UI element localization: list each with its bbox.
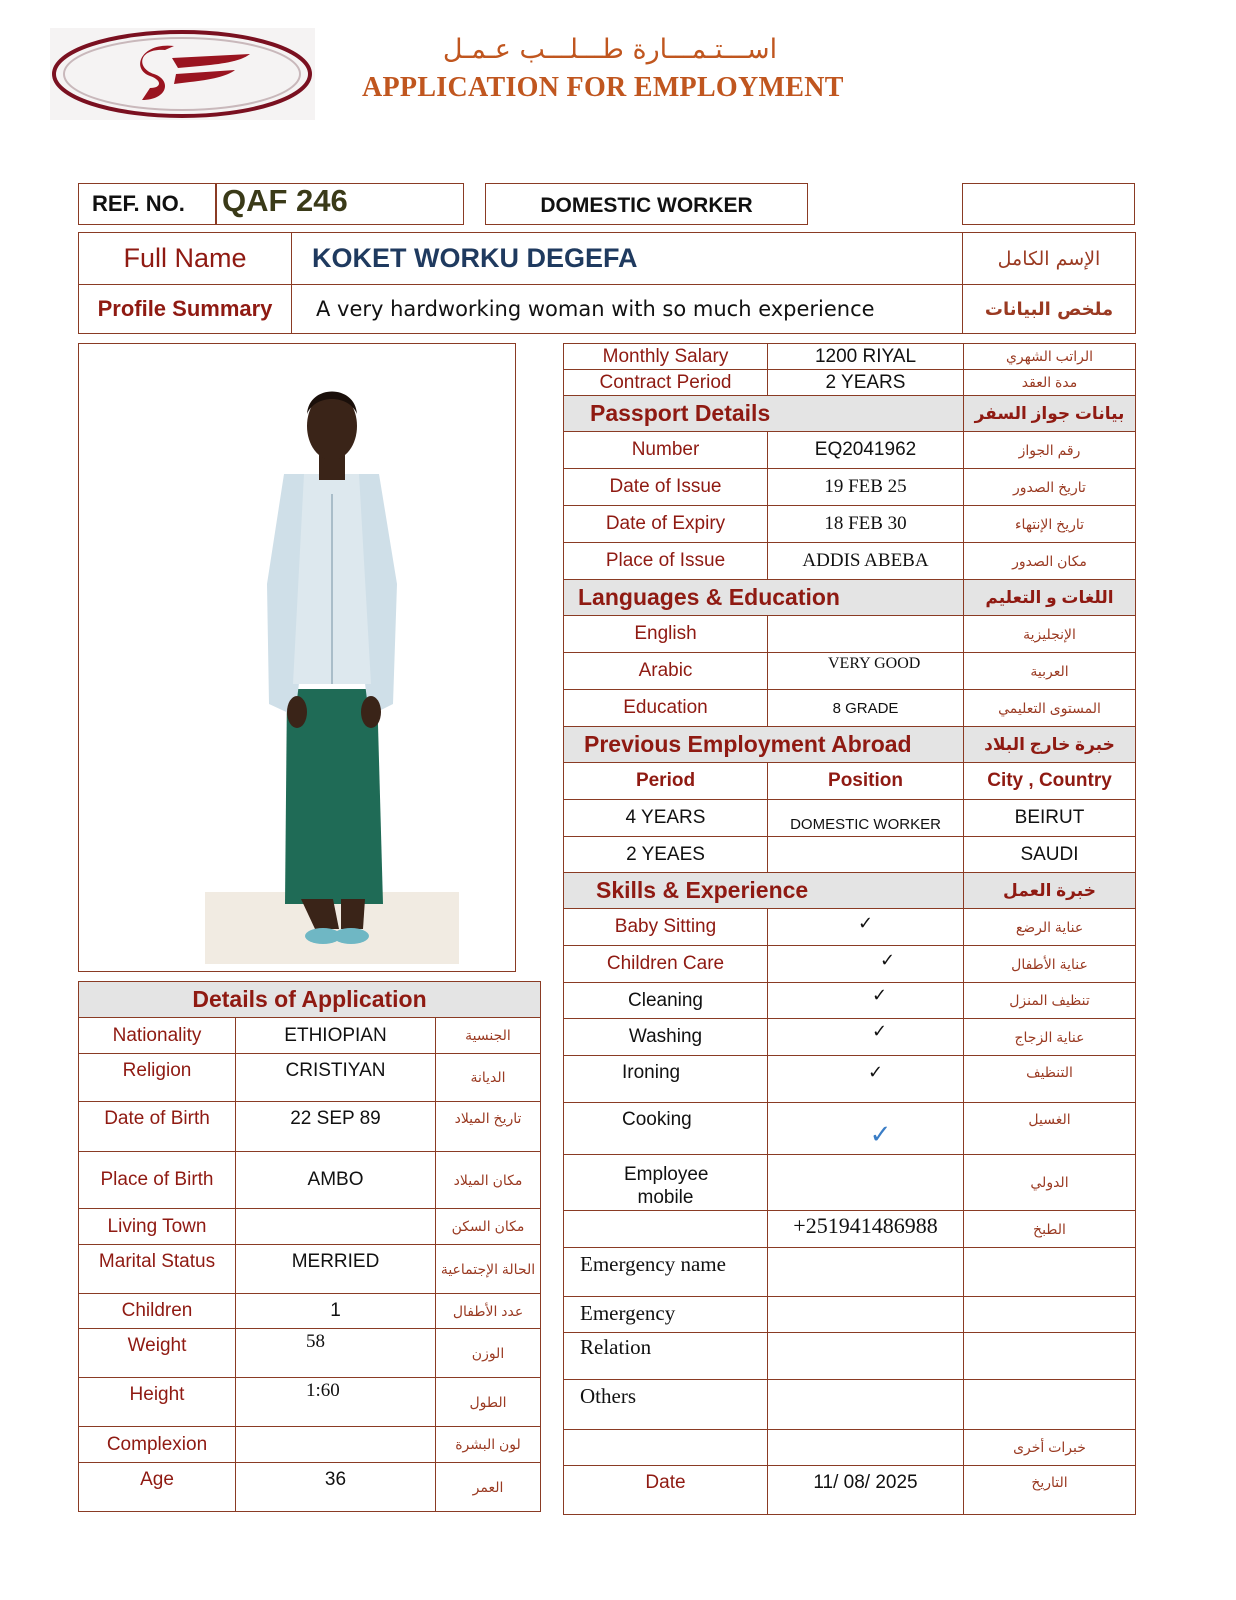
arabic-label: Arabic	[564, 653, 768, 690]
profile-summary: A very hardworking woman with so much experience	[292, 285, 963, 334]
others-ar: خبرات أخرى	[964, 1430, 1136, 1466]
dob-ar: تاريخ الميلاد	[436, 1102, 541, 1152]
passport-title: Passport Details	[564, 396, 964, 432]
position-title: DOMESTIC WORKER	[540, 194, 753, 217]
skill-check: ✓	[768, 909, 964, 946]
skill-ar: عناية الرضع	[964, 909, 1136, 946]
application-table	[78, 981, 541, 1512]
full-name-label: Full Name	[79, 233, 292, 285]
mobile-label: Employee mobile	[564, 1155, 768, 1211]
emergency-name-label: Emergency name	[564, 1248, 768, 1297]
emergency-label: Emergency	[564, 1297, 768, 1333]
full-name: KOKET WORKU DEGEFA	[292, 233, 963, 285]
weight-ar: الوزن	[436, 1329, 541, 1378]
title-arabic: اســـتـمـــارة طـــلـــب عـمـل	[442, 34, 778, 65]
skills-title: Skills & Experience	[564, 873, 964, 909]
contract-period-label: Contract Period	[564, 370, 768, 396]
employment-place: SAUDI	[964, 837, 1136, 873]
skill-label: Washing	[564, 1019, 768, 1056]
photo-frame	[78, 343, 516, 972]
applicant-photo	[79, 344, 514, 970]
salary-value: 1200 RIYAL	[768, 344, 964, 370]
employment-position	[768, 837, 964, 873]
ref-extra-box	[962, 183, 1135, 225]
passport-number-label: Number	[564, 432, 768, 469]
issue-date-ar: تاريخ الصدور	[964, 469, 1136, 506]
arabic-ar: العربية	[964, 653, 1136, 690]
marital-status-ar: الحالة الإجتماعية	[436, 1245, 541, 1294]
height-label: Height	[79, 1378, 236, 1427]
nationality-ar: الجنسية	[436, 1018, 541, 1054]
date-label: Date	[564, 1466, 768, 1515]
issue-date-value: 19 FEB 25	[768, 469, 964, 506]
position-header: Position	[768, 763, 964, 800]
expiry-date-value: 18 FEB 30	[768, 506, 964, 543]
mobile-label-ar: الدولي	[964, 1155, 1136, 1211]
ref-number: QAF 246	[222, 183, 348, 218]
salary-ar: الراتب الشهري	[964, 344, 1136, 370]
english-value	[768, 616, 964, 653]
company-logo	[50, 28, 315, 120]
languages-title: Languages & Education	[564, 580, 964, 616]
living-town-label: Living Town	[79, 1209, 236, 1245]
dob-label: Date of Birth	[79, 1102, 236, 1152]
contract-period-value: 2 YEARS	[768, 370, 964, 396]
place-header: City , Country	[964, 763, 1136, 800]
skill-ar: تنظيف المنزل	[964, 983, 1136, 1019]
languages-title-ar: اللغات و التعليم	[964, 580, 1136, 616]
skill-label: Cooking	[564, 1103, 768, 1155]
place-of-issue-ar: مكان الصدور	[964, 543, 1136, 580]
skill-check: ✓	[768, 1019, 964, 1056]
marital-status-label: Marital Status	[79, 1245, 236, 1294]
identity-table	[78, 232, 1136, 334]
weight-value: 58	[236, 1329, 436, 1378]
weight-label: Weight	[79, 1329, 236, 1378]
skill-ar: عناية الأطفال	[964, 946, 1136, 983]
children-value: 1	[236, 1294, 436, 1329]
page-title: APPLICATION FOR EMPLOYMENT	[362, 72, 844, 103]
mobile-value-ar: الطبخ	[964, 1211, 1136, 1248]
dob-value: 22 SEP 89	[236, 1102, 436, 1152]
profile-summary-ar: ملخص البيانات	[963, 285, 1136, 334]
skill-check: ✓	[768, 1056, 964, 1103]
place-of-issue-label: Place of Issue	[564, 543, 768, 580]
details-table	[563, 343, 1136, 1515]
education-label: Education	[564, 690, 768, 727]
skill-check: ✓	[768, 1103, 964, 1155]
place-of-issue-value: ADDIS ABEBA	[768, 543, 964, 580]
complexion-value	[236, 1427, 436, 1463]
employment-period: 2 YEAES	[564, 837, 768, 873]
employment-place: BEIRUT	[964, 800, 1136, 837]
ref-label: REF. NO.	[92, 191, 185, 216]
age-ar: العمر	[436, 1463, 541, 1512]
salary-label: Monthly Salary	[564, 344, 768, 370]
pob-label: Place of Birth	[79, 1152, 236, 1209]
nationality-value: ETHIOPIAN	[236, 1018, 436, 1054]
complexion-label: Complexion	[79, 1427, 236, 1463]
living-town-ar: مكان السكن	[436, 1209, 541, 1245]
skills-title-ar: خبرة العمل	[964, 873, 1136, 909]
education-value: 8 GRADE	[768, 690, 964, 727]
skill-label: Children Care	[564, 946, 768, 983]
date-value: 11/ 08/ 2025	[768, 1466, 964, 1515]
english-label: English	[564, 616, 768, 653]
skill-label: Baby Sitting	[564, 909, 768, 946]
living-town-value	[236, 1209, 436, 1245]
skill-label: Cleaning	[564, 983, 768, 1019]
skill-check: ✓	[768, 946, 964, 983]
children-ar: عدد الأطفال	[436, 1294, 541, 1329]
children-label: Children	[79, 1294, 236, 1329]
marital-status-value: MERRIED	[236, 1245, 436, 1294]
passport-title-ar: بيانات جواز السفر	[964, 396, 1136, 432]
employment-title-ar: خبرة خارج البلاد	[964, 727, 1136, 763]
pob-value: AMBO	[236, 1152, 436, 1209]
passport-number-ar: رقم الجواز	[964, 432, 1136, 469]
application-title: Details of Application	[79, 982, 541, 1018]
passport-number-value: EQ2041962	[768, 432, 964, 469]
skill-ar: الغسيل	[964, 1103, 1136, 1155]
complexion-ar: لون البشرة	[436, 1427, 541, 1463]
issue-date-label: Date of Issue	[564, 469, 768, 506]
full-name-ar: الإسم الكامل	[963, 233, 1136, 285]
age-value: 36	[236, 1463, 436, 1512]
religion-value: CRISTIYAN	[236, 1054, 436, 1102]
skill-ar: عناية الزجاج	[964, 1019, 1136, 1056]
expiry-date-label: Date of Expiry	[564, 506, 768, 543]
employment-period: 4 YEARS	[564, 800, 768, 837]
english-ar: الإنجليزية	[964, 616, 1136, 653]
mobile-value: +251941486988	[768, 1211, 964, 1248]
period-header: Period	[564, 763, 768, 800]
employment-position: DOMESTIC WORKER	[768, 800, 964, 837]
height-value: 1:60	[236, 1378, 436, 1427]
profile-summary-label: Profile Summary	[79, 285, 292, 334]
skill-label: Ironing	[564, 1056, 768, 1103]
employment-title: Previous Employment Abroad	[564, 727, 964, 763]
religion-ar: الديانة	[436, 1054, 541, 1102]
skill-check: ✓	[768, 983, 964, 1019]
skill-ar: التنظيف	[964, 1056, 1136, 1103]
age-label: Age	[79, 1463, 236, 1512]
expiry-date-ar: تاريخ الإنتهاء	[964, 506, 1136, 543]
arabic-value: VERY GOOD	[768, 653, 964, 690]
pob-ar: مكان الميلاد	[436, 1152, 541, 1209]
height-ar: الطول	[436, 1378, 541, 1427]
education-ar: المستوى التعليمي	[964, 690, 1136, 727]
religion-label: Religion	[79, 1054, 236, 1102]
others-label: Others	[564, 1380, 768, 1430]
relation-label: Relation	[564, 1333, 768, 1380]
contract-period-ar: مدة العقد	[964, 370, 1136, 396]
nationality-label: Nationality	[79, 1018, 236, 1054]
date-ar: التاريخ	[964, 1466, 1136, 1515]
